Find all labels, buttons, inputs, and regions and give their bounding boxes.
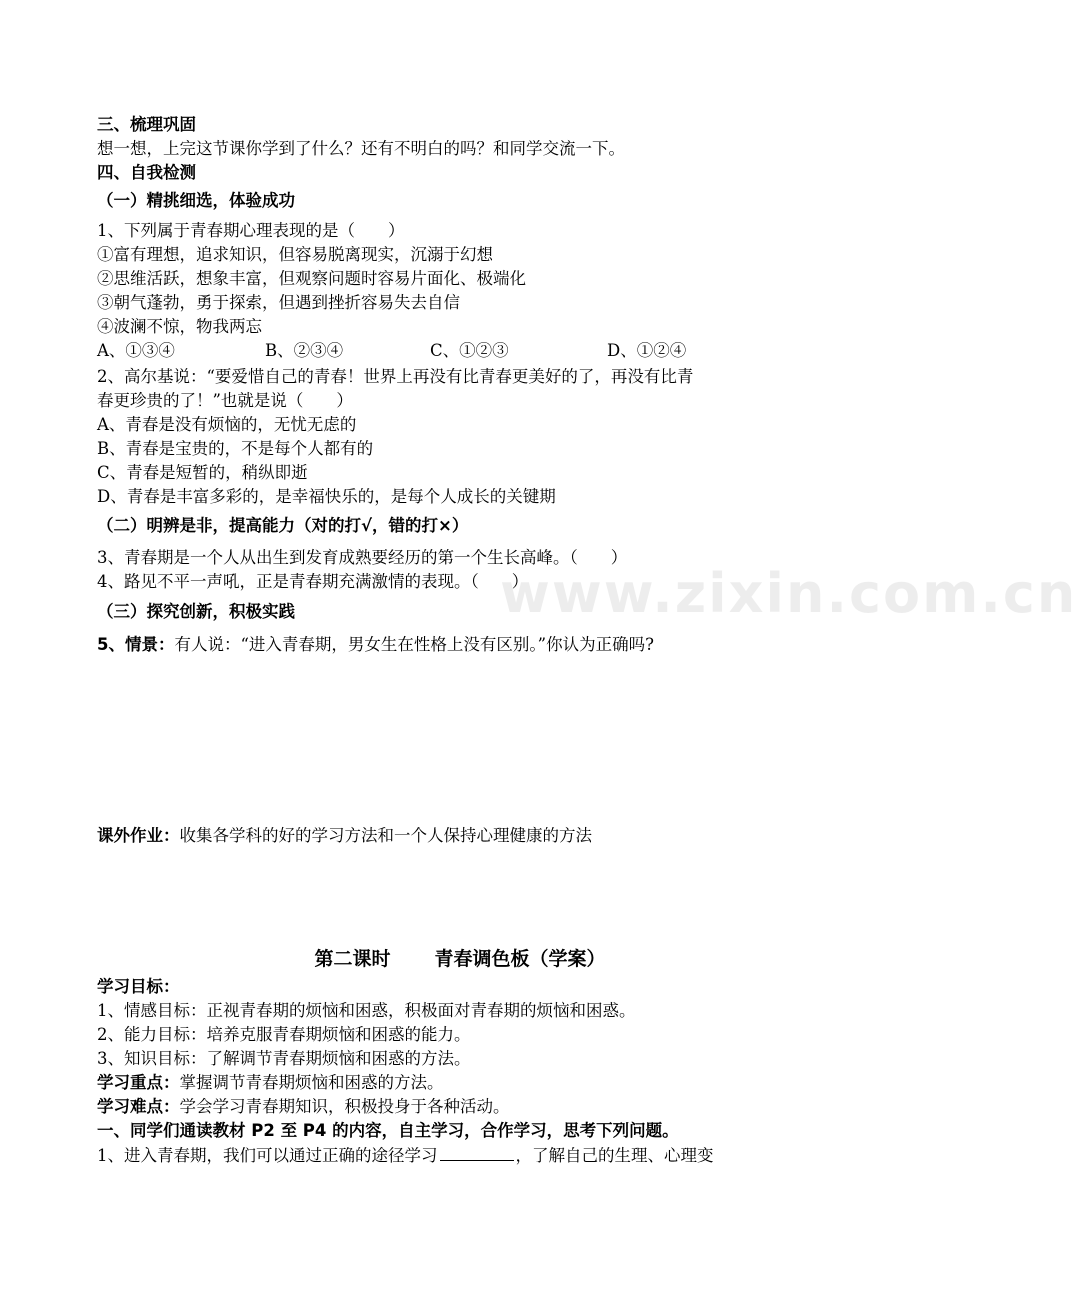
question-1-stem: 1、下列属于青春期心理表现的是（ ） <box>97 221 405 240</box>
difficulty <box>97 1096 510 1118</box>
question-5-label: 5、情景： <box>97 635 175 654</box>
difficulty-label: 学习难点： <box>97 1097 180 1116</box>
goal-item: 3、知识目标：了解调节青春期烦恼和困惑的方法。 <box>97 1049 471 1068</box>
key-point-label: 学习重点： <box>97 1073 180 1092</box>
goal-item: 2、能力目标：培养克服青春期烦恼和困惑的能力。 <box>97 1025 471 1044</box>
question-2-option: A、青春是没有烦恼的，无忧无虑的 <box>97 415 357 434</box>
section-3-heading: 三、梳理巩固 <box>97 115 196 134</box>
lesson-2-title-left: 第二课时 <box>314 948 391 970</box>
option-a: A、①③④ <box>97 341 175 360</box>
lesson-2-title <box>0 946 920 972</box>
option-d: D、①②④ <box>607 341 687 360</box>
question-2-option: D、青春是丰富多彩的，是幸福快乐的，是每个人成长的关键期 <box>97 487 556 506</box>
homework <box>97 825 592 847</box>
key-point <box>97 1072 444 1094</box>
watermark: www.zixin.com.cn <box>500 562 1077 625</box>
question-1-item: ②思维活跃，想象丰富，但观察问题时容易片面化、极端化 <box>97 269 526 288</box>
question-2-option: B、青春是宝贵的，不是每个人都有的 <box>97 439 374 458</box>
question-4: 4、路见不平一声吼，正是青春期充满激情的表现。（ ） <box>97 572 529 591</box>
lesson-2-part-1-heading: 一、同学们通读教材 P2 至 P4 的内容，自主学习，合作学习，思考下列问题。 <box>97 1121 679 1140</box>
section-4-heading: 四、自我检测 <box>97 163 196 182</box>
part-3-heading: （三）探究创新，积极实践 <box>97 602 295 621</box>
question-1-item: ④波澜不惊，物我两忘 <box>97 317 262 336</box>
lesson-2-question-1-before: 1、进入青春期，我们可以通过正确的途径学习 <box>97 1146 438 1165</box>
key-point-text: 掌握调节青春期烦恼和困惑的方法。 <box>179 1073 444 1092</box>
question-3: 3、青春期是一个人从出生到发育成熟要经历的第一个生长高峰。（ ） <box>97 548 628 567</box>
answer-blank[interactable] <box>440 1144 514 1161</box>
question-5 <box>97 634 654 656</box>
difficulty-text: 学会学习青春期知识，积极投身于各种活动。 <box>179 1097 510 1116</box>
question-1-item: ③朝气蓬勃，勇于探索，但遇到挫折容易失去自信 <box>97 293 460 312</box>
homework-text: 收集各学科的好的学习方法和一个人保持心理健康的方法 <box>179 826 592 845</box>
question-1-options <box>97 340 817 362</box>
goal-item: 1、情感目标：正视青春期的烦恼和困惑，积极面对青春期的烦恼和困惑。 <box>97 1001 636 1020</box>
homework-label: 课外作业： <box>97 826 180 845</box>
lesson-2-title-right: 青春调色板（学案） <box>434 948 606 970</box>
lesson-2-question-1 <box>97 1144 714 1167</box>
option-c: C、①②③ <box>430 341 509 360</box>
section-3-text: 想一想，上完这节课你学到了什么？还有不明白的吗？和同学交流一下。 <box>97 139 625 158</box>
option-b: B、②③④ <box>265 341 344 360</box>
question-2-stem-line-1: 2、高尔基说：“要爱惜自己的青春！世界上再没有比青春更美好的了，再没有比青 <box>97 367 694 386</box>
question-5-text: 有人说：“进入青春期，男女生在性格上没有区别。”你认为正确吗? <box>174 635 654 654</box>
part-2-heading: （二）明辨是非，提高能力（对的打√，错的打×） <box>97 516 469 535</box>
goals-heading: 学习目标： <box>97 977 180 996</box>
part-1-heading: （一）精挑细选，体验成功 <box>97 191 295 210</box>
question-2-stem-line-2: 春更珍贵的了！”也就是说（ ） <box>97 391 353 410</box>
lesson-2-question-1-after: ，了解自己的生理、心理变 <box>515 1146 714 1165</box>
question-1-item: ①富有理想，追求知识，但容易脱离现实，沉溺于幻想 <box>97 245 493 264</box>
question-2-option: C、青春是短暂的，稍纵即逝 <box>97 463 308 482</box>
